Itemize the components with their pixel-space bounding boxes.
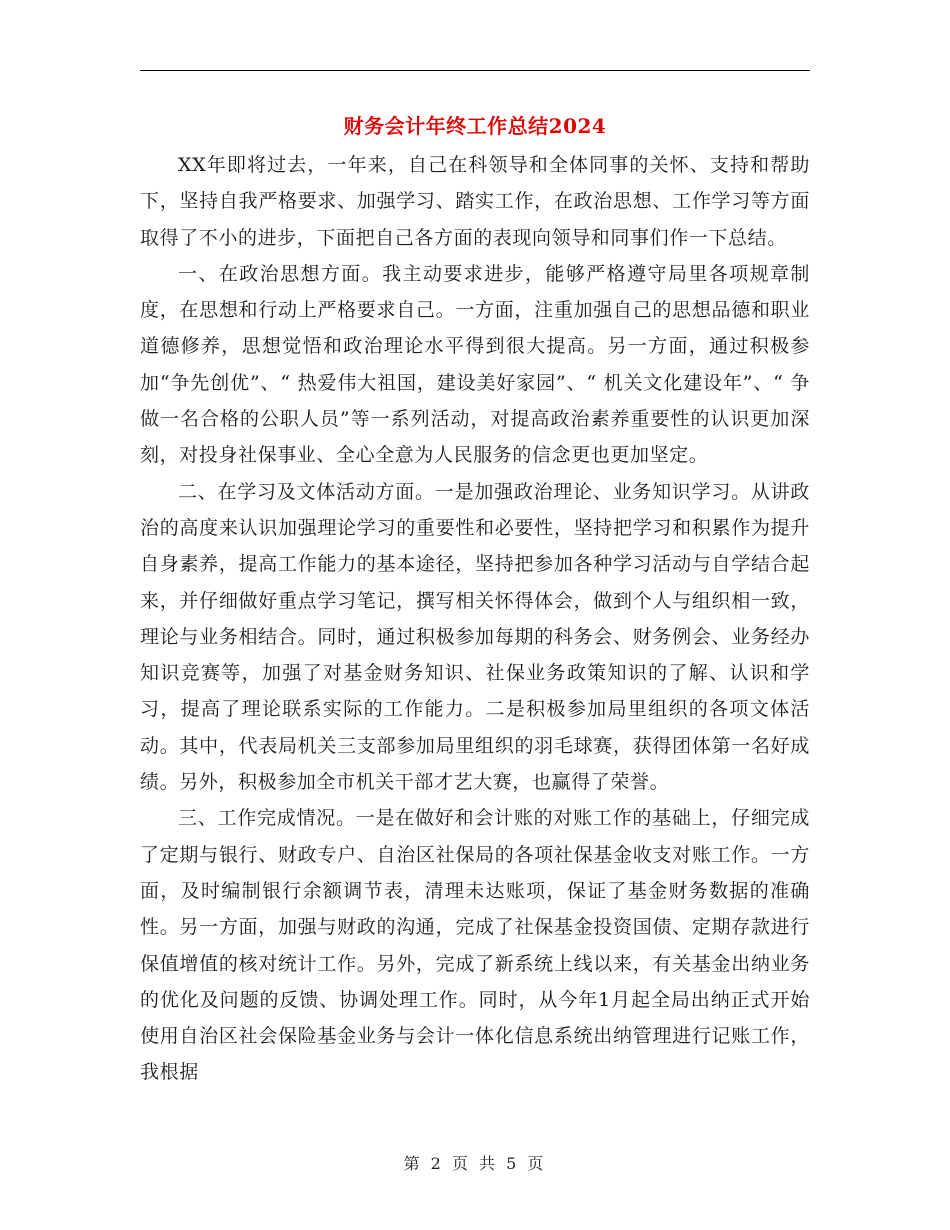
document-body [140,147,810,1091]
paragraph-political: 一、在政治思想方面。我主动要求进步，能够严格遵守局里各项规章制度，在思想和行动上严格要求自己。一方面，注重加强自己的思想品德和职业道德修养，思想觉悟和政治理论水平得到很大提高。另一方面，通过积极参加“争先创优”、“ 热爱伟大祖国，建设美好家园”、“ 机关文化建设年”、“ 争做一名合格的公职人员”等一系列活动，对提高政治素养重要性的认识更加深刻，对投身社保事业、全心全意为人民服务的信念更也更加坚定。 [140,262,810,467]
header-rule [140,70,810,71]
paragraph-intro: XX年即将过去，一年来，自己在科领导和全体同事的关怀、支持和帮助下，坚持自我严格要求、加强学习、踏实工作，在政治思想、工作学习等方面取得了不小的进步，下面把自己各方面的表现向领导和同事们作一下总结。 [140,154,810,249]
page-number: 第 2 页 共 5 页 [403,1154,547,1173]
paragraph-work-completion: 三、工作完成情况。一是在做好和会计账的对账工作的基础上，仔细完成了定期与银行、财政专户、自治区社保局的各项社保基金收支对账工作。一方面，及时编制银行余额调节表，清理未达账项，保证了基金财务数据的准确性。另一方面，加强与财政的沟通，完成了社保基金投资国债、定期存款进行保值增值的核对统计工作。另外，完成了新系统上线以来，有关基金出纳业务的优化及问题的反馈、协调处理工作。同时，从今年1月起全局出纳正式开始使用自治区社会保险基金业务与会计一体化信息系统出纳管理进行记账工作，我根据 [140,807,810,1084]
paragraph-study-activities: 二、在学习及文体活动方面。一是加强政治理论、业务知识学习。从讲政治的高度来认识加强理论学习的重要性和必要性，坚持把学习和积累作为提升自身素养，提高工作能力的基本途径，坚持把参加各种学习活动与自学结合起来，并仔细做好重点学习笔记，撰写相关怀得体会，做到个人与组织相一致，理论与业务相结合。同时，通过积极参加每期的科务会、财务例会、业务经办知识竞赛等，加强了对基金财务知识、社保业务政策知识的了解、认识和学习，提高了理论联系实际的工作能力。二是积极参加局里组织的各项文体活动。其中，代表局机关三支部参加局里组织的羽毛球赛，获得团体第一名好成绩。另外，积极参加全市机关干部才艺大赛，也赢得了荣誉。 [140,480,810,794]
document-title: 财务会计年终工作总结2024 [343,114,607,138]
